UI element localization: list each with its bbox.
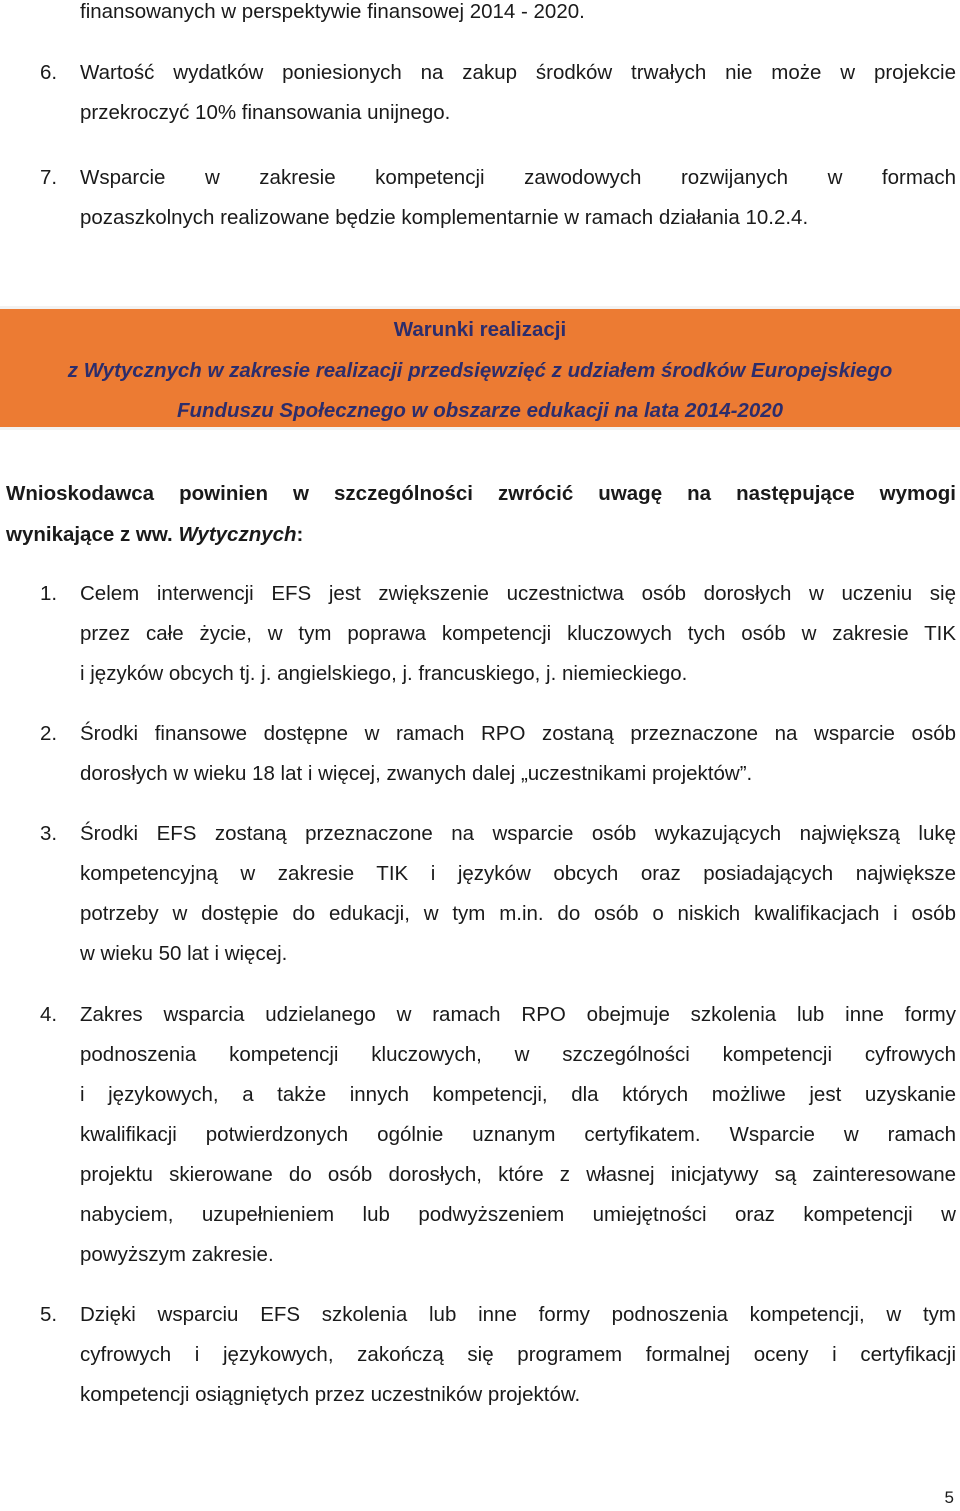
item-5-line-1: Dzięki wsparciu EFS szkolenia lub inne formy podnoszenia kompetencji, w tym	[80, 1303, 956, 1326]
continuation-line: finansowanych w perspektywie finansowej 2014 - 2020.	[80, 0, 585, 23]
banner-subtitle	[0, 351, 960, 431]
item-4-line-6: nabyciem, uzupełnieniem lub podwyższeniem umiejętności oraz kompetencji w	[80, 1203, 956, 1226]
item-3-line-3: potrzeby w dostępie do edukacji, w tym m.in. do osób o niskich kwalifikacjach i osób	[80, 902, 956, 925]
item-5-text	[80, 1295, 956, 1415]
item-3-line-1: Środki EFS zostaną przeznaczone na wsparcie osób wykazujących największą lukę	[80, 822, 956, 845]
item-1-line-1: Celem interwencji EFS jest zwiększenie uczestnictwa osób dorosłych w uczeniu się	[80, 582, 956, 605]
item-1-number: 1.	[40, 582, 58, 605]
item-4-line-3: i językowych, a także innych kompetencji, dla których możliwe jest uzyskanie	[80, 1083, 956, 1106]
page-number: 5	[944, 1488, 954, 1507]
item-6-text	[80, 53, 956, 133]
item-1-line-2: przez całe życie, w tym poprawa kompetencji kluczowych tych osób w zakresie TIK	[80, 622, 956, 645]
banner-subtitle-line-2: Funduszu Społecznego w obszarze edukacji na lata 2014-2020	[176, 399, 784, 422]
item-6-line-1: Wartość wydatków poniesionych na zakup środków trwałych nie może w projekcie	[80, 61, 956, 84]
item-5-number: 5.	[40, 1303, 58, 1326]
banner-subtitle-line-1: z Wytycznych w zakresie realizacji przedsięwzięć z udziałem środków Europejskiego	[67, 359, 893, 382]
item-6-line-2: przekroczyć 10% finansowania unijnego.	[80, 101, 451, 124]
item-4-line-5: projektu skierowane do osób dorosłych, które z własnej inicjatywy są zainteresowane	[80, 1163, 956, 1186]
intro-paragraph	[6, 473, 956, 555]
item-2-number: 2.	[40, 722, 58, 745]
item-1-text	[80, 574, 956, 694]
item-2-line-1: Środki finansowe dostępne w ramach RPO zostaną przeznaczone na wsparcie osób	[80, 722, 956, 745]
intro-line-2-italic: Wytycznych	[178, 523, 297, 546]
item-3-line-2: kompetencyjną w zakresie TIK i języków obcych oraz posiadających największe	[80, 862, 956, 885]
item-1-line-3: i języków obcych tj. j. angielskiego, j. francuskiego, j. niemieckiego.	[80, 662, 688, 685]
item-3-line-4: w wieku 50 lat i więcej.	[80, 942, 288, 965]
item-7-number: 7.	[40, 166, 58, 189]
intro-line-2	[6, 514, 956, 555]
item-2-text	[80, 714, 956, 794]
intro-line-1: Wnioskodawca powinien w szczególności zwrócić uwagę na następujące wymogi	[6, 482, 956, 505]
item-7-line-2: pozaszkolnych realizowane będzie komplementarnie w ramach działania 10.2.4.	[80, 206, 809, 229]
item-4-line-4: kwalifikacji potwierdzonych ogólnie uznanym certyfikatem. Wsparcie w ramach	[80, 1123, 956, 1146]
intro-line-2-suffix: :	[296, 523, 304, 546]
item-4-number: 4.	[40, 1003, 58, 1026]
item-2-line-2: dorosłych w wieku 18 lat i więcej, zwanych dalej „uczestnikami projektów”.	[80, 762, 753, 785]
item-7-text	[80, 158, 956, 238]
item-3-text	[80, 814, 956, 974]
item-3-number: 3.	[40, 822, 58, 845]
item-5-line-2: cyfrowych i językowych, zakończą się programem formalnej oceny i certyfikacji	[80, 1343, 956, 1366]
item-6-number: 6.	[40, 61, 58, 84]
item-4-text	[80, 995, 956, 1275]
item-4-line-2: podnoszenia kompetencji kluczowych, w szczególności kompetencji cyfrowych	[80, 1043, 956, 1066]
item-7-line-1: Wsparcie w zakresie kompetencji zawodowych rozwijanych w formach	[80, 166, 956, 189]
item-4-line-1: Zakres wsparcia udzielanego w ramach RPO obejmuje szkolenia lub inne formy	[80, 1003, 956, 1026]
banner-title: Warunki realizacji	[393, 318, 567, 341]
intro-line-2-prefix: wynikające z ww.	[6, 523, 179, 546]
conditions-banner	[0, 306, 960, 430]
item-4-line-7: powyższym zakresie.	[80, 1243, 274, 1266]
item-5-line-3: kompetencji osiągniętych przez uczestników projektów.	[80, 1383, 581, 1406]
